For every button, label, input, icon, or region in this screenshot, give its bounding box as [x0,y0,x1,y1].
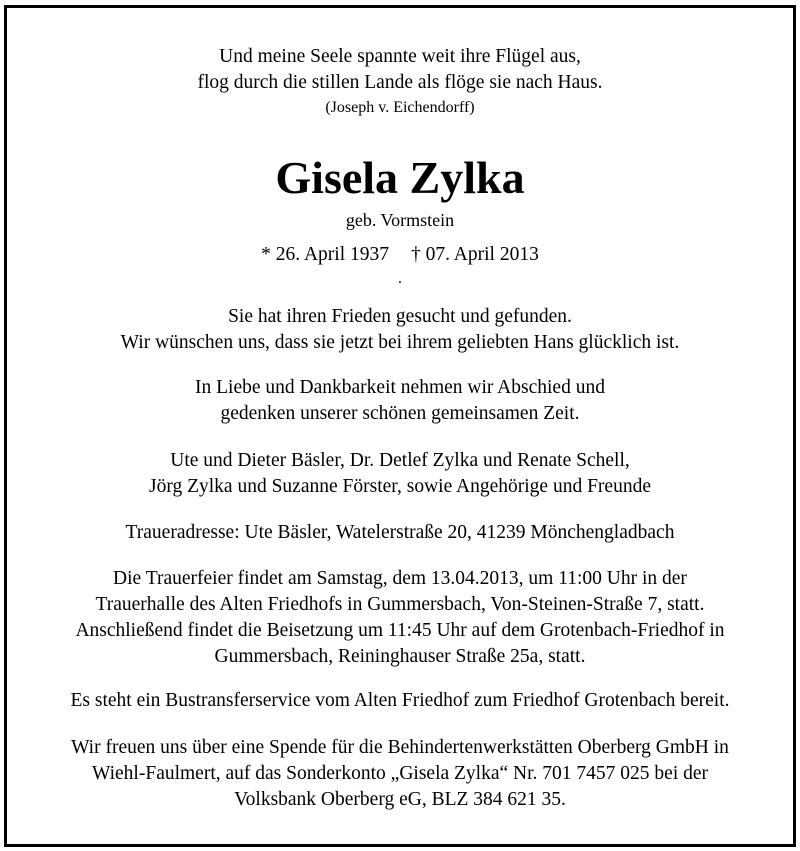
deceased-name: Gisela Zylka [275,152,525,203]
death-date: † 07. April 2013 [411,244,539,265]
separator-dot: . [398,270,402,287]
mourning-address: Traueradresse: Ute Bäsler, Watelerstraße 20, 41239 Mönchengladbach [125,522,675,543]
poem-line-1: Und meine Seele spannte weit ihre Flügel aus, [219,46,581,67]
poem-author: (Joseph v. Eichendorff) [325,99,475,116]
bus-transfer-note: Es steht ein Bustransferservice vom Alten Friedhof zum Friedhof Grotenbach bereit. [70,690,730,711]
mourners-line-2: Jörg Zylka und Suzanne Förster, sowie Angehörige und Freunde [149,476,651,497]
mourners-line-1: Ute und Dieter Bäsler, Dr. Detlef Zylka und Renate Schell, [170,450,630,471]
farewell-line-2: gedenken unserer schönen gemeinsamen Zeit. [220,403,580,424]
ceremony-line-1: Die Trauerfeier findet am Samstag, dem 13.04.2013, um 11:00 Uhr in der [113,568,687,589]
ceremony-line-3: Anschließend findet die Beisetzung um 11:45 Uhr auf dem Grotenbach-Friedhof in [75,620,725,641]
ceremony-line-4: Gummersbach, Reininghauser Straße 25a, statt. [214,646,586,667]
farewell-line-1: In Liebe und Dankbarkeit nehmen wir Abschied und [195,377,605,398]
poem-line-2: flog durch die stillen Lande als flöge sie nach Haus. [197,72,603,93]
birth-date: * 26. April 1937 [261,244,389,265]
maiden-name: geb. Vormstein [345,210,455,230]
obituary-border [4,5,796,847]
donation-line-3: Volksbank Oberberg eG, BLZ 384 621 35. [234,789,566,810]
message-line-2: Wir wünschen uns, dass sie jetzt bei ihrem geliebten Hans glücklich ist. [120,332,680,353]
life-dates [0,243,800,267]
donation-line-1: Wir freuen uns über eine Spende für die Behindertenwerkstätten Oberberg GmbH in [71,737,729,758]
donation-line-2: Wiehl-Faulmert, auf das Sonderkonto „Gisela Zylka“ Nr. 701 7457 025 bei der [91,763,709,784]
ceremony-line-2: Trauerhalle des Alten Friedhofs in Gummersbach, Von-Steinen-Straße 7, statt. [95,594,705,615]
message-line-1: Sie hat ihren Frieden gesucht und gefunden. [228,306,572,327]
